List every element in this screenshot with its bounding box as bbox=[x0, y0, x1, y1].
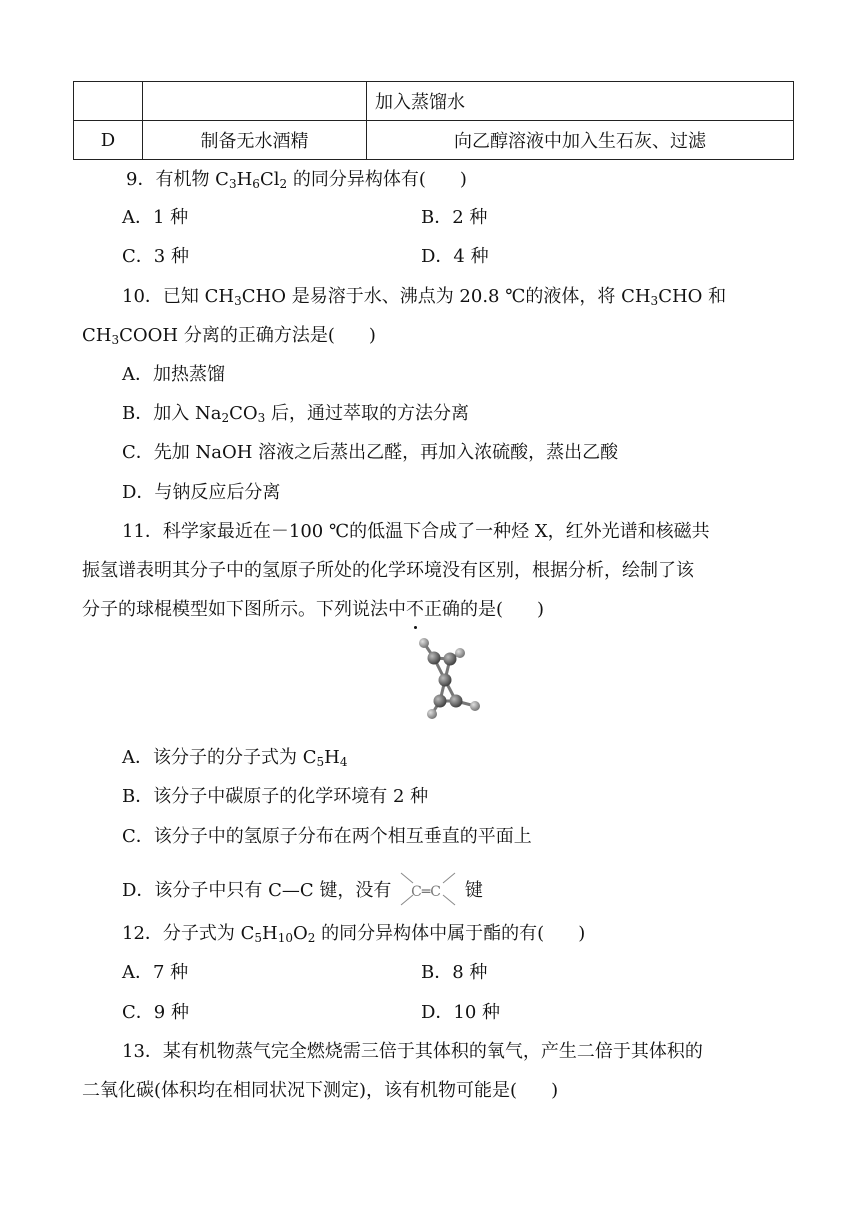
question-10-stem-line2 bbox=[82, 323, 376, 349]
subscript: 5 bbox=[316, 755, 325, 769]
ball-stick-model-figure bbox=[410, 632, 490, 734]
text: 键 bbox=[464, 880, 483, 901]
text: 的同分异构体中属于酯的有( bbox=[315, 923, 545, 944]
option-a: A．7 种 bbox=[122, 962, 189, 983]
subscript: 5 bbox=[254, 931, 263, 945]
hydrogen-atom bbox=[427, 709, 437, 719]
carbon-atom bbox=[450, 695, 463, 708]
text: CO bbox=[229, 403, 258, 424]
text: CHO 是易溶于水、沸点为 20.8 ℃的液体，将 CH bbox=[241, 286, 651, 307]
subscript: 3 bbox=[650, 294, 659, 308]
subscript: 3 bbox=[228, 177, 237, 191]
option-b bbox=[122, 401, 469, 427]
question-number: 9． bbox=[126, 169, 156, 190]
option-a: A．加热蒸馏 bbox=[122, 364, 225, 385]
table-cell bbox=[367, 82, 794, 121]
text: H bbox=[262, 923, 278, 944]
question-11-stem-line2: 振氢谱表明其分子中的氢原子所处的化学环境没有区别，根据分析，绘制了该 bbox=[82, 560, 694, 581]
text: COOH 分离的正确方法是( bbox=[119, 325, 335, 346]
text: H bbox=[236, 169, 253, 190]
option-d: D．10 种 bbox=[421, 1002, 501, 1023]
option-c: C．先加 NaOH 溶液之后蒸出乙醛，再加入浓硫酸，蒸出乙酸 bbox=[122, 442, 619, 463]
text: Cl bbox=[259, 169, 280, 190]
carbon-atom bbox=[444, 653, 457, 666]
subscript: 10 bbox=[277, 931, 294, 945]
option-d bbox=[122, 871, 483, 911]
subscript: 2 bbox=[307, 931, 316, 945]
text: 12．分子式为 C bbox=[122, 923, 255, 944]
table-row bbox=[74, 82, 794, 121]
text: B．加入 Na bbox=[122, 403, 222, 424]
option-c: C．3 种 bbox=[122, 246, 189, 267]
option-a bbox=[122, 745, 347, 771]
text: 正确的是( bbox=[424, 599, 504, 620]
double-bond-label: C═C bbox=[411, 884, 442, 900]
subscript: 3 bbox=[111, 333, 120, 347]
table-cell bbox=[74, 82, 143, 121]
text: D．该分子中只有 C—C 键，没有 bbox=[122, 880, 392, 901]
text: ) bbox=[578, 923, 586, 944]
double-bond-structure bbox=[397, 869, 459, 909]
option-a: A．1 种 bbox=[122, 207, 189, 228]
carbon-atom bbox=[434, 695, 447, 708]
table-cell-text: 加入蒸馏水 bbox=[375, 92, 465, 113]
text: ) bbox=[459, 169, 467, 190]
question-13-stem-line2 bbox=[82, 1078, 558, 1104]
text: 有机物 C bbox=[155, 169, 229, 190]
hydrogen-atom bbox=[470, 701, 480, 711]
option-b: B．8 种 bbox=[421, 962, 488, 983]
question-10-stem-line1 bbox=[122, 284, 726, 310]
option-b: B．该分子中碳原子的化学环境有 2 种 bbox=[122, 786, 429, 807]
question-11-stem-line1: 11．科学家最近在－100 ℃的低温下合成了一种烃 X，红外光谱和核磁共 bbox=[122, 521, 710, 542]
subscript: 4 bbox=[339, 755, 348, 769]
option-c: C．9 种 bbox=[122, 1002, 189, 1023]
table-row bbox=[74, 121, 794, 160]
text: 分子的球棍模型如下图所示。下列说法中 bbox=[82, 599, 406, 620]
question-11-stem-line3 bbox=[82, 597, 544, 623]
option-d: D．4 种 bbox=[421, 246, 489, 267]
question-12-stem bbox=[122, 921, 585, 947]
text: ) bbox=[368, 325, 376, 346]
hydrogen-atom bbox=[455, 648, 465, 658]
option-c: C．该分子中的氢原子分布在两个相互垂直的平面上 bbox=[122, 826, 532, 847]
text: 的同分异构体有( bbox=[287, 169, 426, 190]
text: H bbox=[324, 747, 340, 768]
table-cell: D bbox=[74, 121, 143, 160]
subscript: 6 bbox=[252, 177, 260, 191]
text: 二氧化碳(体积均在相同状况下测定)，该有机物可能是( bbox=[82, 1080, 518, 1101]
question-13-stem-line1: 13．某有机物蒸气完全燃烧需三倍于其体积的氧气，产生二倍于其体积的 bbox=[122, 1041, 703, 1062]
text: A．该分子的分子式为 C bbox=[122, 747, 317, 768]
carbon-atom bbox=[439, 674, 452, 687]
subscript: 2 bbox=[279, 177, 288, 191]
text: 后，通过萃取的方法分离 bbox=[265, 403, 469, 424]
text: CH bbox=[82, 325, 112, 346]
option-b: B．2 种 bbox=[421, 207, 488, 228]
text: ) bbox=[551, 1080, 559, 1101]
text: CHO 和 bbox=[658, 286, 727, 307]
experiment-table bbox=[73, 81, 794, 160]
text: 10．已知 CH bbox=[122, 286, 235, 307]
subscript: 3 bbox=[234, 294, 242, 308]
emphasis-text: 不 bbox=[406, 597, 424, 623]
subscript: 2 bbox=[221, 411, 230, 425]
hydrogen-atom bbox=[419, 638, 429, 648]
table-cell bbox=[143, 82, 367, 121]
option-d: D．与钠反应后分离 bbox=[122, 482, 281, 503]
table-cell: 制备无水酒精 bbox=[143, 121, 367, 160]
table-cell: 向乙醇溶液中加入生石灰、过滤 bbox=[367, 121, 794, 160]
question-9-stem bbox=[126, 167, 467, 193]
text: ) bbox=[537, 599, 545, 620]
text: O bbox=[293, 923, 308, 944]
carbon-atom bbox=[428, 652, 441, 665]
subscript: 3 bbox=[257, 411, 266, 425]
